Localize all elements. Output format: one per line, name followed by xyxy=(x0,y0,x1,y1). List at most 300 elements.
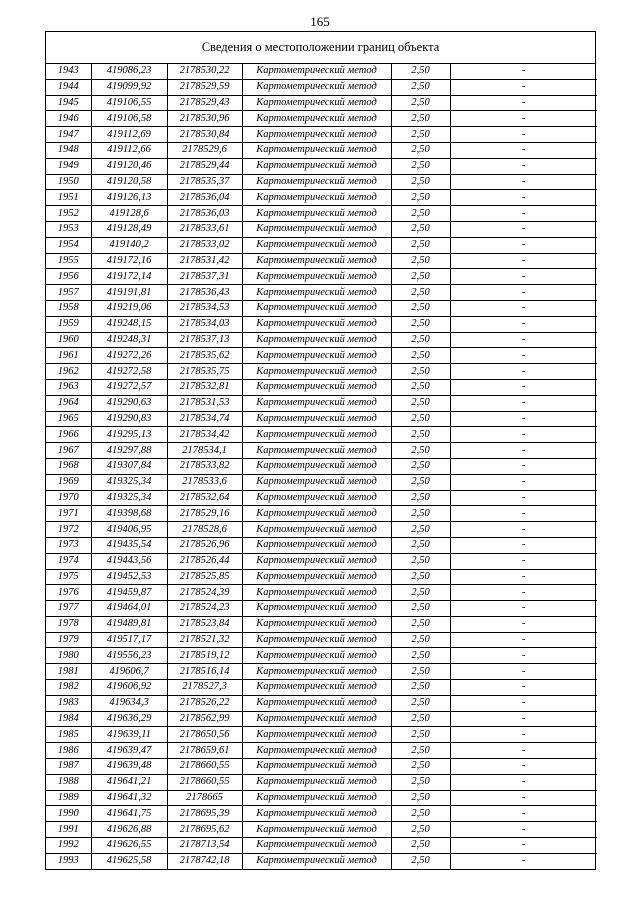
description-cell: - xyxy=(450,269,597,285)
table-row xyxy=(46,316,597,332)
x-coordinate-cell: 419625,58 xyxy=(91,853,167,868)
point-number-cell: 1971 xyxy=(46,506,91,522)
point-number-cell: 1980 xyxy=(46,648,91,664)
y-coordinate-cell: 2178535,75 xyxy=(167,364,242,380)
x-coordinate-cell: 419272,57 xyxy=(91,379,167,395)
accuracy-cell: 2,50 xyxy=(391,490,450,506)
accuracy-cell: 2,50 xyxy=(391,506,450,522)
accuracy-cell: 2,50 xyxy=(391,853,450,868)
method-cell: Картометрический метод xyxy=(242,695,391,711)
point-number-cell: 1986 xyxy=(46,743,91,759)
table-row xyxy=(46,632,597,648)
method-cell: Картометрический метод xyxy=(242,759,391,775)
description-cell: - xyxy=(450,111,597,127)
description-cell: - xyxy=(450,711,597,727)
x-coordinate-cell: 419112,66 xyxy=(91,142,167,158)
table-row xyxy=(46,664,597,680)
x-coordinate-cell: 419641,21 xyxy=(91,774,167,790)
point-number-cell: 1972 xyxy=(46,522,91,538)
method-cell: Картометрический метод xyxy=(242,838,391,854)
table-row xyxy=(46,364,597,380)
x-coordinate-cell: 419634,3 xyxy=(91,695,167,711)
description-cell: - xyxy=(450,300,597,316)
accuracy-cell: 2,50 xyxy=(391,142,450,158)
x-coordinate-cell: 419406,95 xyxy=(91,522,167,538)
description-cell: - xyxy=(450,427,597,443)
point-number-cell: 1983 xyxy=(46,695,91,711)
table-row xyxy=(46,759,597,775)
y-coordinate-cell: 2178528,6 xyxy=(167,522,242,538)
description-cell: - xyxy=(450,632,597,648)
method-cell: Картометрический метод xyxy=(242,853,391,868)
method-cell: Картометрический метод xyxy=(242,332,391,348)
method-cell: Картометрический метод xyxy=(242,664,391,680)
point-number-cell: 1964 xyxy=(46,395,91,411)
table-row xyxy=(46,443,597,459)
x-coordinate-cell: 419639,48 xyxy=(91,759,167,775)
accuracy-cell: 2,50 xyxy=(391,79,450,95)
y-coordinate-cell: 2178527,3 xyxy=(167,680,242,696)
method-cell: Картометрический метод xyxy=(242,64,391,79)
accuracy-cell: 2,50 xyxy=(391,522,450,538)
accuracy-cell: 2,50 xyxy=(391,332,450,348)
description-cell: - xyxy=(450,727,597,743)
y-coordinate-cell: 2178695,62 xyxy=(167,822,242,838)
x-coordinate-cell: 419128,49 xyxy=(91,221,167,237)
y-coordinate-cell: 2178533,02 xyxy=(167,237,242,253)
x-coordinate-cell: 419290,63 xyxy=(91,395,167,411)
table-row xyxy=(46,190,597,206)
table-row xyxy=(46,127,597,143)
point-number-cell: 1949 xyxy=(46,158,91,174)
accuracy-cell: 2,50 xyxy=(391,316,450,332)
point-number-cell: 1954 xyxy=(46,237,91,253)
table-row xyxy=(46,411,597,427)
accuracy-cell: 2,50 xyxy=(391,300,450,316)
accuracy-cell: 2,50 xyxy=(391,269,450,285)
table-row xyxy=(46,64,597,79)
point-number-cell: 1956 xyxy=(46,269,91,285)
y-coordinate-cell: 2178660,55 xyxy=(167,759,242,775)
point-number-cell: 1973 xyxy=(46,537,91,553)
accuracy-cell: 2,50 xyxy=(391,221,450,237)
point-number-cell: 1944 xyxy=(46,79,91,95)
description-cell: - xyxy=(450,206,597,222)
description-cell: - xyxy=(450,237,597,253)
y-coordinate-cell: 2178526,96 xyxy=(167,537,242,553)
x-coordinate-cell: 419140,2 xyxy=(91,237,167,253)
method-cell: Картометрический метод xyxy=(242,427,391,443)
description-cell: - xyxy=(450,616,597,632)
method-cell: Картометрический метод xyxy=(242,253,391,269)
coordinates-table xyxy=(46,64,597,869)
y-coordinate-cell: 2178536,03 xyxy=(167,206,242,222)
point-number-cell: 1981 xyxy=(46,664,91,680)
x-coordinate-cell: 419295,13 xyxy=(91,427,167,443)
accuracy-cell: 2,50 xyxy=(391,743,450,759)
y-coordinate-cell: 2178532,64 xyxy=(167,490,242,506)
x-coordinate-cell: 419398,68 xyxy=(91,506,167,522)
y-coordinate-cell: 2178531,42 xyxy=(167,253,242,269)
x-coordinate-cell: 419556,23 xyxy=(91,648,167,664)
point-number-cell: 1976 xyxy=(46,585,91,601)
description-cell: - xyxy=(450,190,597,206)
y-coordinate-cell: 2178713,54 xyxy=(167,838,242,854)
table-row xyxy=(46,522,597,538)
description-cell: - xyxy=(450,79,597,95)
accuracy-cell: 2,50 xyxy=(391,95,450,111)
accuracy-cell: 2,50 xyxy=(391,458,450,474)
x-coordinate-cell: 419489,81 xyxy=(91,616,167,632)
method-cell: Картометрический метод xyxy=(242,364,391,380)
accuracy-cell: 2,50 xyxy=(391,711,450,727)
description-cell: - xyxy=(450,806,597,822)
description-cell: - xyxy=(450,648,597,664)
table-row xyxy=(46,395,597,411)
point-number-cell: 1953 xyxy=(46,221,91,237)
point-number-cell: 1963 xyxy=(46,379,91,395)
method-cell: Картометрический метод xyxy=(242,111,391,127)
point-number-cell: 1991 xyxy=(46,822,91,838)
table-row xyxy=(46,506,597,522)
y-coordinate-cell: 2178665 xyxy=(167,790,242,806)
description-cell: - xyxy=(450,458,597,474)
y-coordinate-cell: 2178519,12 xyxy=(167,648,242,664)
y-coordinate-cell: 2178537,31 xyxy=(167,269,242,285)
description-cell: - xyxy=(450,585,597,601)
y-coordinate-cell: 2178537,13 xyxy=(167,332,242,348)
accuracy-cell: 2,50 xyxy=(391,537,450,553)
description-cell: - xyxy=(450,490,597,506)
x-coordinate-cell: 419099,92 xyxy=(91,79,167,95)
x-coordinate-cell: 419086,23 xyxy=(91,64,167,79)
description-cell: - xyxy=(450,395,597,411)
method-cell: Картометрический метод xyxy=(242,585,391,601)
accuracy-cell: 2,50 xyxy=(391,616,450,632)
table-row xyxy=(46,285,597,301)
table-row xyxy=(46,743,597,759)
accuracy-cell: 2,50 xyxy=(391,237,450,253)
x-coordinate-cell: 419626,88 xyxy=(91,822,167,838)
table-row xyxy=(46,269,597,285)
y-coordinate-cell: 2178530,96 xyxy=(167,111,242,127)
table-row xyxy=(46,300,597,316)
y-coordinate-cell: 2178531,53 xyxy=(167,395,242,411)
point-number-cell: 1959 xyxy=(46,316,91,332)
description-cell: - xyxy=(450,443,597,459)
y-coordinate-cell: 2178535,62 xyxy=(167,348,242,364)
method-cell: Картометрический метод xyxy=(242,648,391,664)
description-cell: - xyxy=(450,743,597,759)
y-coordinate-cell: 2178516,14 xyxy=(167,664,242,680)
description-cell: - xyxy=(450,379,597,395)
y-coordinate-cell: 2178529,6 xyxy=(167,142,242,158)
table-row xyxy=(46,174,597,190)
y-coordinate-cell: 2178534,74 xyxy=(167,411,242,427)
point-number-cell: 1993 xyxy=(46,853,91,868)
table-row xyxy=(46,616,597,632)
accuracy-cell: 2,50 xyxy=(391,664,450,680)
table-row xyxy=(46,790,597,806)
point-number-cell: 1967 xyxy=(46,443,91,459)
x-coordinate-cell: 419106,58 xyxy=(91,111,167,127)
table-row xyxy=(46,79,597,95)
point-number-cell: 1966 xyxy=(46,427,91,443)
point-number-cell: 1950 xyxy=(46,174,91,190)
table-row xyxy=(46,379,597,395)
method-cell: Картометрический метод xyxy=(242,458,391,474)
method-cell: Картометрический метод xyxy=(242,680,391,696)
accuracy-cell: 2,50 xyxy=(391,822,450,838)
description-cell: - xyxy=(450,601,597,617)
method-cell: Картометрический метод xyxy=(242,774,391,790)
method-cell: Картометрический метод xyxy=(242,174,391,190)
accuracy-cell: 2,50 xyxy=(391,680,450,696)
x-coordinate-cell: 419297,88 xyxy=(91,443,167,459)
accuracy-cell: 2,50 xyxy=(391,838,450,854)
table-row xyxy=(46,237,597,253)
description-cell: - xyxy=(450,506,597,522)
method-cell: Картометрический метод xyxy=(242,616,391,632)
x-coordinate-cell: 419443,56 xyxy=(91,553,167,569)
x-coordinate-cell: 419517,17 xyxy=(91,632,167,648)
table-row xyxy=(46,774,597,790)
x-coordinate-cell: 419106,55 xyxy=(91,95,167,111)
x-coordinate-cell: 419126,13 xyxy=(91,190,167,206)
y-coordinate-cell: 2178536,04 xyxy=(167,190,242,206)
section-title: Сведения о местоположении границ объекта xyxy=(46,32,595,64)
x-coordinate-cell: 419290,83 xyxy=(91,411,167,427)
accuracy-cell: 2,50 xyxy=(391,601,450,617)
accuracy-cell: 2,50 xyxy=(391,64,450,79)
accuracy-cell: 2,50 xyxy=(391,569,450,585)
point-number-cell: 1960 xyxy=(46,332,91,348)
x-coordinate-cell: 419272,26 xyxy=(91,348,167,364)
accuracy-cell: 2,50 xyxy=(391,348,450,364)
point-number-cell: 1992 xyxy=(46,838,91,854)
point-number-cell: 1970 xyxy=(46,490,91,506)
method-cell: Картометрический метод xyxy=(242,206,391,222)
y-coordinate-cell: 2178530,84 xyxy=(167,127,242,143)
point-number-cell: 1947 xyxy=(46,127,91,143)
description-cell: - xyxy=(522,855,526,867)
point-number-cell: 1974 xyxy=(46,553,91,569)
point-number-cell: 1969 xyxy=(46,474,91,490)
y-coordinate-cell: 2178524,39 xyxy=(167,585,242,601)
x-coordinate-cell: 419112,69 xyxy=(91,127,167,143)
x-coordinate-cell: 419606,7 xyxy=(91,664,167,680)
accuracy-cell: 2,50 xyxy=(391,443,450,459)
x-coordinate-cell: 419641,75 xyxy=(91,806,167,822)
method-cell: Картометрический метод xyxy=(242,300,391,316)
description-cell: - xyxy=(450,332,597,348)
y-coordinate-cell: 2178525,85 xyxy=(167,569,242,585)
accuracy-cell: 2,50 xyxy=(391,206,450,222)
method-cell: Картометрический метод xyxy=(242,743,391,759)
method-cell: Картометрический метод xyxy=(242,522,391,538)
point-number-cell: 1975 xyxy=(46,569,91,585)
description-cell: - xyxy=(450,537,597,553)
x-coordinate-cell: 419219,06 xyxy=(91,300,167,316)
table-row xyxy=(46,427,597,443)
point-number-cell: 1990 xyxy=(46,806,91,822)
method-cell: Картометрический метод xyxy=(242,490,391,506)
point-number-cell: 1985 xyxy=(46,727,91,743)
accuracy-cell: 2,50 xyxy=(391,174,450,190)
table-row xyxy=(46,158,597,174)
description-cell: - xyxy=(450,158,597,174)
point-number-cell: 1945 xyxy=(46,95,91,111)
method-cell: Картометрический метод xyxy=(242,537,391,553)
point-number-cell: 1988 xyxy=(46,774,91,790)
description-cell: - xyxy=(450,95,597,111)
table-row xyxy=(46,569,597,585)
y-coordinate-cell: 2178533,82 xyxy=(167,458,242,474)
point-number-cell: 1982 xyxy=(46,680,91,696)
x-coordinate-cell: 419120,58 xyxy=(91,174,167,190)
y-coordinate-cell: 2178530,22 xyxy=(167,64,242,79)
y-coordinate-cell: 2178526,22 xyxy=(167,695,242,711)
method-cell: Картометрический метод xyxy=(242,79,391,95)
point-number-cell: 1984 xyxy=(46,711,91,727)
method-cell: Картометрический метод xyxy=(242,95,391,111)
accuracy-cell: 2,50 xyxy=(391,585,450,601)
point-number-cell: 1987 xyxy=(46,759,91,775)
table-row xyxy=(46,221,597,237)
y-coordinate-cell: 2178529,43 xyxy=(167,95,242,111)
point-number-cell: 1951 xyxy=(46,190,91,206)
point-number-cell: 1955 xyxy=(46,253,91,269)
table-row xyxy=(46,553,597,569)
table-row xyxy=(46,95,597,111)
point-number-cell: 1977 xyxy=(46,601,91,617)
x-coordinate-cell: 419272,58 xyxy=(91,364,167,380)
x-coordinate-cell: 419636,29 xyxy=(91,711,167,727)
table-row xyxy=(46,348,597,364)
description-cell: - xyxy=(450,474,597,490)
description-cell: - xyxy=(450,316,597,332)
y-coordinate-cell: 2178695,39 xyxy=(167,806,242,822)
accuracy-cell: 2,50 xyxy=(391,285,450,301)
method-cell: Картометрический метод xyxy=(242,285,391,301)
accuracy-cell: 2,50 xyxy=(391,727,450,743)
boundary-table-sheet xyxy=(45,31,596,870)
method-cell: Картометрический метод xyxy=(242,379,391,395)
description-cell: - xyxy=(450,822,597,838)
y-coordinate-cell: 2178521,32 xyxy=(167,632,242,648)
method-cell: Картометрический метод xyxy=(242,237,391,253)
method-cell: Картометрический метод xyxy=(242,221,391,237)
table-row xyxy=(46,838,597,854)
y-coordinate-cell: 2178660,55 xyxy=(167,774,242,790)
description-cell: - xyxy=(450,664,597,680)
method-cell: Картометрический метод xyxy=(242,601,391,617)
table-row xyxy=(46,680,597,696)
accuracy-cell: 2,50 xyxy=(391,158,450,174)
y-coordinate-cell: 2178534,53 xyxy=(167,300,242,316)
x-coordinate-cell: 419464,01 xyxy=(91,601,167,617)
method-cell: Картометрический метод xyxy=(242,806,391,822)
table-row xyxy=(46,332,597,348)
description-cell: - xyxy=(450,790,597,806)
description-cell: - xyxy=(450,64,597,79)
point-number-cell: 1943 xyxy=(46,64,91,79)
point-number-cell: 1948 xyxy=(46,142,91,158)
point-number-cell: 1978 xyxy=(46,616,91,632)
accuracy-cell: 2,50 xyxy=(391,790,450,806)
x-coordinate-cell: 419191,81 xyxy=(91,285,167,301)
table-row xyxy=(46,458,597,474)
description-cell: - xyxy=(450,774,597,790)
method-cell: Картометрический метод xyxy=(242,711,391,727)
accuracy-cell: 2,50 xyxy=(391,474,450,490)
y-coordinate-cell: 2178534,1 xyxy=(167,443,242,459)
description-cell: - xyxy=(450,253,597,269)
point-number-cell: 1989 xyxy=(46,790,91,806)
method-cell: Картометрический метод xyxy=(242,822,391,838)
accuracy-cell: 2,50 xyxy=(391,774,450,790)
table-row xyxy=(46,601,597,617)
method-cell: Картометрический метод xyxy=(242,127,391,143)
description-cell: - xyxy=(450,759,597,775)
description-cell: - xyxy=(450,411,597,427)
x-coordinate-cell: 419325,34 xyxy=(91,474,167,490)
method-cell: Картометрический метод xyxy=(242,316,391,332)
table-row xyxy=(46,853,597,868)
table-row xyxy=(46,142,597,158)
x-coordinate-cell: 419307,84 xyxy=(91,458,167,474)
x-coordinate-cell: 419606,92 xyxy=(91,680,167,696)
x-coordinate-cell: 419452,53 xyxy=(91,569,167,585)
description-cell: - xyxy=(450,838,597,854)
y-coordinate-cell: 2178524,23 xyxy=(167,601,242,617)
accuracy-cell: 2,50 xyxy=(391,111,450,127)
method-cell: Картометрический метод xyxy=(242,474,391,490)
table-row xyxy=(46,648,597,664)
table-row xyxy=(46,727,597,743)
coordinates-table-body xyxy=(46,64,597,869)
point-number-cell: 1952 xyxy=(46,206,91,222)
point-number-cell: 1957 xyxy=(46,285,91,301)
method-cell: Картометрический метод xyxy=(242,506,391,522)
x-coordinate-cell: 419641,32 xyxy=(91,790,167,806)
y-coordinate-cell: 2178529,16 xyxy=(167,506,242,522)
y-coordinate-cell: 2178529,44 xyxy=(167,158,242,174)
y-coordinate-cell: 2178523,84 xyxy=(167,616,242,632)
method-cell: Картометрический метод xyxy=(242,569,391,585)
accuracy-cell: 2,50 xyxy=(391,395,450,411)
y-coordinate-cell: 2178534,42 xyxy=(167,427,242,443)
method-cell: Картометрический метод xyxy=(242,158,391,174)
point-number-cell: 1965 xyxy=(46,411,91,427)
y-coordinate-cell: 2178742,18 xyxy=(167,853,242,868)
accuracy-cell: 2,50 xyxy=(391,427,450,443)
x-coordinate-cell: 419172,14 xyxy=(91,269,167,285)
y-coordinate-cell: 2178533,61 xyxy=(167,221,242,237)
x-coordinate-cell: 419248,31 xyxy=(91,332,167,348)
x-coordinate-cell: 419639,47 xyxy=(91,743,167,759)
method-cell: Картометрический метод xyxy=(242,727,391,743)
point-number-cell: 1958 xyxy=(46,300,91,316)
point-number-cell: 1946 xyxy=(46,111,91,127)
x-coordinate-cell: 419120,46 xyxy=(91,158,167,174)
description-cell: - xyxy=(450,569,597,585)
description-cell: - xyxy=(450,680,597,696)
description-cell: - xyxy=(450,221,597,237)
accuracy-cell: 2,50 xyxy=(391,190,450,206)
point-number-cell: 1961 xyxy=(46,348,91,364)
table-row xyxy=(46,822,597,838)
